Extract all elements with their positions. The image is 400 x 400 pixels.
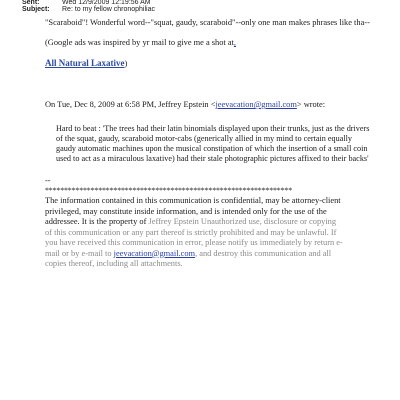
body-line-2 <box>45 38 236 48</box>
ad-link[interactable]: All Natural Laxative <box>45 58 125 68</box>
signature-stars: ***************************************************************** <box>45 186 293 195</box>
sent-label: Sent: <box>22 0 40 6</box>
reply-suffix: > wrote: <box>296 100 326 109</box>
signature-dashes: -- <box>45 176 51 185</box>
body-line-2-comma: , <box>233 38 236 47</box>
subject-row <box>22 6 155 13</box>
ad-line <box>45 58 127 69</box>
subject-value: Re: to my fellow chronophiliac <box>62 6 155 13</box>
sent-value: Wed 12/9/2009 12:19:56 AM <box>62 0 151 6</box>
subject-label: Subject: <box>22 6 50 13</box>
notice-grey-text-2: , and destroy this communication and all copies thereof, including all attachments. <box>45 248 332 268</box>
ad-close: ) <box>124 59 128 68</box>
body-line-1: "Scaraboid"! Wonderful word--"squat, gaudy, scaraboid"--only one man makes phrases like tha-- <box>45 18 370 27</box>
reply-prefix: On Tue, Dec 8, 2009 at 6:58 PM, Jeffrey Epstein < <box>45 100 216 109</box>
reply-header <box>45 100 325 110</box>
reply-email-link[interactable]: jeevacation@gmail.com <box>215 100 297 109</box>
body-line-2-text: (Google ads was inspired by yr mail to give me a shot at <box>45 38 234 47</box>
notice-black-text: The information contained in this communication is confidential, may be attorney-client privileged, may constitute inside information, and is intended only for the use of the addressee. It is the property of <box>45 196 341 226</box>
quoted-text: Hard to beat : 'The trees had their latin binomials displayed upon their trunks, just as the drivers of the squat, gaudy, scaraboid motor-cabs (generically allied in my mind to certain equally gaudy automatic machines upon the musical constipation of which the insertion of a small coin used to act as a miraculous laxative) had their stale photographic pictures affixed to their backs' <box>56 124 370 163</box>
notice-email-link[interactable]: jeevacation@gmail.com <box>113 248 196 258</box>
confidentiality-notice <box>45 196 345 270</box>
notice-grey-text-1: Jeffrey Epstein Unauthorized use, disclosure or copying of this communication or any part thereof is strictly prohibited and may be unlawful. If you have received this communication in error, please notify us immediately by return e-mail or by e-mail to <box>45 217 343 258</box>
